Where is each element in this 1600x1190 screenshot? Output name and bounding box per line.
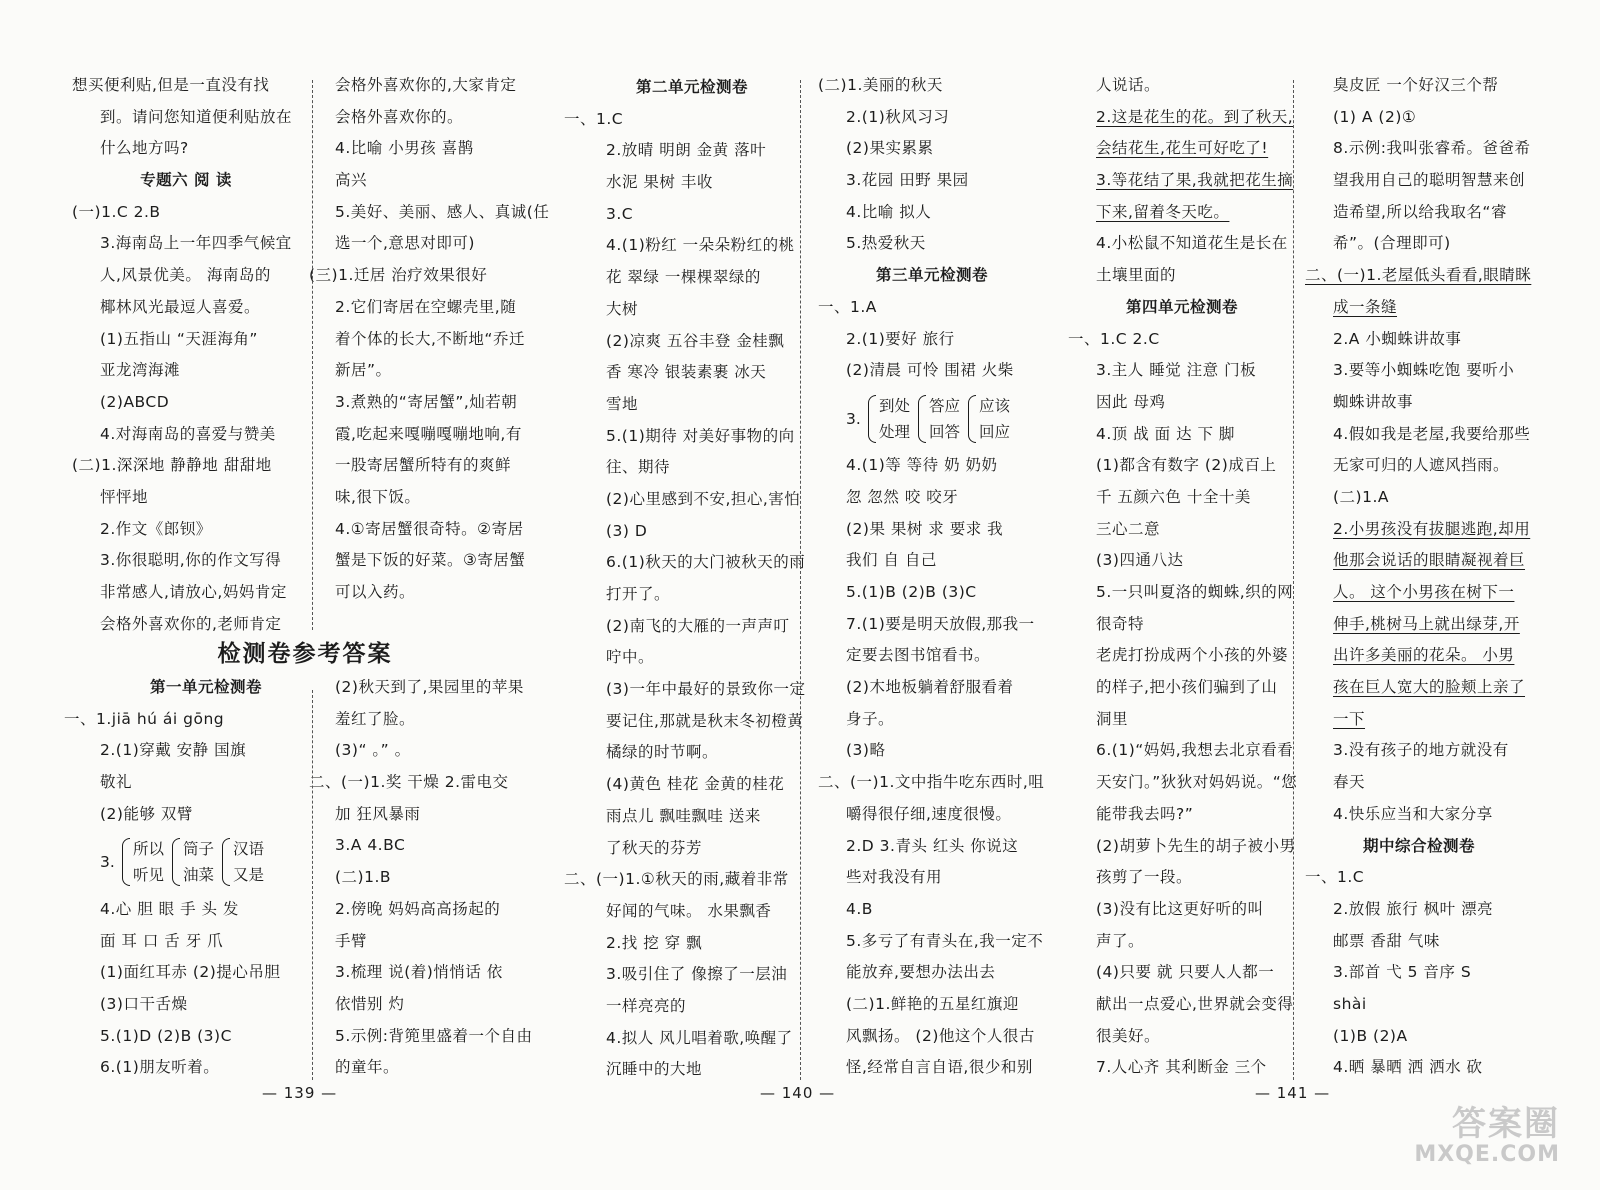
word: 应该 [979,396,1011,415]
text-line: (1)面红耳赤 (2)提心吊胆 [100,963,281,982]
text-line: 3.A 4.BC [335,836,406,855]
text-line: 新居”。 [335,361,392,380]
text-line: 沉睡中的大地 [606,1060,703,1079]
section-heading: 第三单元检测卷 [875,266,988,285]
text-line: 4.拟人 风儿唱着歌,唤醒了 [606,1028,793,1047]
text-line: 雪地 [606,394,639,413]
text-line: 2.A 小蜘蛛讲故事 [1333,329,1462,348]
text-line: 味,很下饭。 [335,487,421,506]
text-line: 3.吸引住了 像擦了一层油 [606,965,788,984]
text-line: (1)都含有数字 (2)成百上 [1096,456,1277,475]
answers-title: 检测卷参考答案 [217,641,393,667]
text-line: 会格外喜欢你的。 [335,107,464,126]
column-divider [800,80,801,1080]
text-line: 2.傍晚 妈妈高高扬起的 [335,899,501,918]
text-line: 嚼得很仔细,速度很慢。 [846,804,1012,823]
brace-mark [868,395,876,443]
text-line: 臭皮匠 一个好汉三个帮 [1333,76,1499,94]
text-line: (3)口干舌燥 [100,994,188,1013]
text-line: 5.示例:背篼里盛着一个自由 [335,1026,533,1045]
item-number: 3. [100,853,115,872]
word: 又是 [233,866,265,885]
text-line: 2.放晴 明朗 金黄 落叶 [606,141,767,160]
text-line: (2)凉爽 五谷丰登 金桂飘 [606,331,785,350]
underlined-line: 3.等花结了果,我就把花生摘 [1096,171,1294,190]
underlined-line: 人。 这个小男孩在树下一 [1333,583,1515,601]
text-line: 5.(1)期待 对美好事物的向 [606,426,795,445]
word: 筒子 [183,840,215,859]
text-line: 水泥 果树 丰收 [606,173,713,192]
text-line: (2)南飞的大雁的一声声叮 [606,616,790,635]
text-line: (三)1.迁居 治疗效果很好 [309,266,488,285]
text-line: 花 翠绿 一棵棵翠绿的 [606,268,761,287]
text-line: 4.B [846,899,873,918]
text-line: (二)1.A [1333,487,1389,506]
text-line: 我们 自 自己 [846,551,937,570]
text-line: 5.热爱秋天 [846,234,926,253]
text-line: 怦怦地 [100,487,149,506]
text-line: (2)胡萝卜先生的胡子被小男 [1096,836,1296,855]
text-line: 一、1.C [1305,868,1365,887]
column-divider [312,690,313,1080]
text-line: 会格外喜欢你的,大家肯定 [335,76,517,94]
brace-words [233,836,264,888]
text-line: 能放弃,要想办法出去 [846,963,996,982]
text-line: (4)黄色 桂花 金黄的桂花 [606,775,785,794]
text-line: 3.没有孩子的地方就没有 [1333,741,1509,760]
text-line: (2)能够 双臂 [100,804,193,823]
text-line: 2.找 挖 穿 飘 [606,933,703,952]
text-line: 大树 [606,299,639,318]
text-line: 往、期待 [606,458,671,477]
text-line: 3.部首 弋 5 音序 S [1333,963,1472,982]
text-line: 一、1.C 2.C [1068,329,1160,348]
text-line: (2)秋天到了,果园里的苹果 [335,678,524,696]
text-line: 很美好。 [1096,1026,1161,1045]
brace-mark [172,838,180,886]
text-line: 人,风景优美。 海南岛的 [100,266,271,285]
word: 所以 [133,840,165,859]
text-line: 3.C [606,204,634,223]
text-line: 一、1.A [818,297,877,316]
text-line: 一样亮亮的 [606,996,687,1015]
text-line: 选一个,意思对即可) [335,234,475,253]
text-line: 加 狂风暴雨 [335,804,421,823]
text-line: 雨点儿 飘哇飘哇 送来 [606,806,761,825]
text-line: 3.你很聪明,你的作文写得 [100,551,282,570]
text-line: 春天 [1333,773,1366,792]
text-line: 5.多亏了有青头在,我一定不 [846,931,1044,950]
column-divider [312,80,313,630]
text-line: 2.作文《郎钡》 [100,519,212,538]
text-line: (1) A (2)① [1333,107,1417,126]
text-line: 一、1.jiā hú ái gōng [64,709,225,728]
text-line: 一、1.C [564,109,624,128]
underlined-line: 出许多美丽的花朵。 小男 [1333,646,1515,665]
underlined-line: 成一条缝 [1333,297,1398,316]
text-line: 4.比喻 小男孩 喜鹊 [335,139,474,158]
text-line: 邮票 香甜 气味 [1333,931,1440,950]
text-line: 打开了。 [606,585,671,603]
text-line: 的童年。 [335,1058,400,1077]
column-divider [1293,80,1294,1080]
section-heading: 专题六 阅 读 [140,171,232,190]
text-line: (3)略 [846,741,886,760]
text-line: (二)1.B [335,868,392,887]
column-1-bottom [64,672,300,1084]
text-line: 好闻的气味。 水果飘香 [606,901,772,920]
word: 油菜 [183,866,215,885]
brace-words [979,393,1010,445]
brace-words [183,836,214,888]
column-2 [309,70,563,609]
text-line: (一)1.C 2.B [72,202,161,221]
text-line: 声了。 [1096,931,1145,950]
text-line: 因此 母鸡 [1096,392,1166,411]
text-line: 孩剪了一段。 [1096,868,1193,887]
text-line: (3)一年中最好的景致你一定 [606,680,806,699]
text-line: 了秋天的芬芳 [606,838,703,857]
text-line: 亚龙湾海滩 [100,361,181,380]
text-line: 希”。(合理即可) [1333,234,1451,253]
text-line: 4.快乐应当和大家分享 [1333,804,1493,823]
text-line: (1)B (2)A [1333,1026,1408,1045]
text-line: 4.心 胆 眼 手 头 发 [100,899,239,918]
underlined-line: 2.这是花生的花。到了秋天, [1096,107,1294,126]
text-line: 3.花园 田野 果园 [846,171,969,190]
text-line: 2.(1)穿戴 安静 国旗 [100,741,247,760]
brace-words [133,836,164,888]
text-line: 老虎打扮成两个小孩的外婆 [1096,646,1289,665]
text-line: 香 寒冷 银装素裹 冰天 [606,363,767,382]
text-line: 8.示例:我叫张睿希。爸爸希 [1333,139,1531,158]
section-heading: 期中综合检测卷 [1362,836,1475,855]
word: 处理 [879,422,911,441]
text-line: 二、(一)1.文中指牛吃东西时,咀 [818,773,1045,792]
text-line: 可以入药。 [335,583,416,601]
text-line: 献出一点爱心,世界就会变得 [1096,994,1294,1013]
text-line: 4.比喻 拟人 [846,202,932,221]
text-line: 天安门。”狄狄对妈妈说。“您 [1096,773,1298,792]
text-line: 3.海南岛上一年四季气候宜 [100,234,292,253]
text-line: (3)“ 。” 。 [335,741,411,760]
text-line: 3.主人 睡觉 注意 门板 [1096,361,1257,380]
column-2-bottom [309,672,563,1084]
underlined-line: 下来,留着冬天吃。 [1096,202,1230,221]
text-line: 4.对海南岛的喜爱与赞美 [100,424,276,443]
text-line: 3.煮熟的“寄居蟹”,灿若朝 [335,392,518,411]
text-line: 羞红了脸。 [335,709,416,728]
text-line: 3.梳理 说(着)悄悄话 依 [335,963,503,982]
text-line: 5.(1)D (2)B (3)C [100,1026,232,1045]
text-line: (二)1.深深地 静静地 甜甜地 [72,456,272,475]
text-line: (3)四通八达 [1096,551,1184,570]
text-line: 2.(1)秋风习习 [846,107,950,126]
column-1 [72,70,300,640]
text-line: (2)木地板躺着舒服看着 [846,678,1014,697]
text-line: shài [1333,994,1367,1013]
column-6 [1305,70,1533,1084]
text-line: 风飘扬。 (2)他这个人很古 [846,1026,1035,1045]
column-5 [1068,70,1296,1084]
column-3 [564,72,806,1086]
text-line: (4)只要 就 只要人人都一 [1096,963,1275,982]
text-line: 怪,经常自言自语,很少和别 [846,1058,1033,1077]
word: 答应 [929,396,961,415]
text-line: 霞,吃起来嘎嘣嘎嘣地响,有 [335,424,522,443]
text-line: 造希望,所以给我取名“睿 [1333,202,1507,221]
text-line: 会格外喜欢你的,老师肯定 [100,614,282,633]
text-line: 一股寄居蟹所特有的爽鲜 [335,456,512,475]
text-line: 4.①寄居蟹很奇特。②寄居 [335,519,524,538]
text-line: 身子。 [846,709,895,728]
text-line: (二)1.美丽的秋天 [818,76,943,94]
text-line: 4.晒 暴晒 洒 洒水 砍 [1333,1058,1483,1077]
text-line: 能带我去吗?” [1096,804,1194,823]
text-line: (2)果实累累 [846,139,934,158]
section-heading: 第二单元检测卷 [635,78,748,96]
word-brace-group [818,387,1046,450]
underlined-line: 二、(一)1.老屋低头看看,眼睛眯 [1305,266,1532,285]
text-line: 5.美好、美丽、感人、真诚(任 [335,202,550,221]
text-line: 人说话。 [1096,76,1161,94]
text-line: 咛中。 [606,648,655,667]
text-line: 6.(1)“妈妈,我想去北京看看 [1096,741,1294,760]
text-line: 面 耳 口 舌 牙 爪 [100,931,224,950]
text-line: 蜘蛛讲故事 [1333,392,1414,411]
text-line: 千 五颜六色 十全十美 [1096,487,1251,506]
underlined-line: 他那会说话的眼睛凝视着巨 [1333,551,1526,570]
text-line: 2.D 3.青头 红头 你说这 [846,836,1019,855]
text-line: 到。请问您知道便利贴放在 [100,107,293,126]
text-line: 4.小松鼠不知道花生是长在 [1096,234,1288,253]
text-line: 手臂 [335,931,368,950]
brace-words [879,393,910,445]
text-line: 些对我没有用 [846,868,943,887]
word: 回应 [979,422,1011,441]
text-line: 着个体的长大,不断地“乔迁 [335,329,525,348]
text-line: 4.(1)等 等待 奶 奶奶 [846,456,998,475]
page-number: — 141 — [1255,1084,1331,1102]
text-line: 敬礼 [100,773,133,792]
underlined-line: 2.小男孩没有拔腿逃跑,却用 [1333,519,1531,538]
text-line: 7.(1)要是明天放假,那我一 [846,614,1035,633]
section-heading: 第一单元检测卷 [149,678,262,696]
brace-words [929,393,960,445]
text-line: 忽 忽然 咬 咬牙 [846,487,959,506]
text-line: (二)1.鲜艳的五星红旗迎 [846,994,1019,1013]
text-line: 高兴 [335,171,368,190]
word: 到处 [879,396,911,415]
brace-mark [222,838,230,886]
text-line: 7.人心齐 其利断金 三个 [1096,1058,1267,1077]
text-line: 三心二意 [1096,519,1161,538]
brace-mark [968,395,976,443]
page-number: — 140 — [760,1084,836,1102]
text-line: 二、(一)1.①秋天的雨,藏着非常 [564,870,789,889]
underlined-line: 一下 [1333,709,1366,728]
text-line: 想买便利贴,但是一直没有找 [72,76,270,94]
item-number: 3. [846,409,861,428]
text-line: 5.(1)B (2)B (3)C [846,583,977,602]
text-line: (1)五指山 “天涯海角” [100,329,258,348]
text-line: 6.(1)朋友听着。 [100,1058,220,1077]
watermark-url: MXQE.COM [1414,1142,1560,1167]
text-line: 无家可归的人遮风挡雨。 [1333,456,1510,475]
text-line: 4.顶 战 面 达 下 脚 [1096,424,1235,443]
text-line: 依惜别 灼 [335,994,405,1013]
watermark-logo-text: 答案圈 [1452,1104,1560,1144]
underlined-line: 孩在巨人宽大的脸颊上亲了 [1333,678,1526,697]
text-line: 椰林风光最逗人喜爱。 [100,297,261,316]
word-brace-group [72,830,300,893]
text-line: 4.(1)粉红 一朵朵粉红的桃 [606,236,795,255]
text-line: 要记住,那就是秋末冬初橙黄 [606,711,804,730]
text-line: 二、(一)1.奖 干燥 2.雷电交 [309,773,509,792]
text-line: 3.要等小蜘蛛吃饱 要听小 [1333,361,1515,380]
text-line: 蟹是下饭的好菜。③寄居蟹 [335,551,526,570]
page-number: — 139 — [262,1084,338,1102]
text-line: 6.(1)秋天的大门被秋天的雨 [606,553,806,572]
text-line: (2)ABCD [100,392,170,411]
text-line: 5.一只叫夏洛的蜘蛛,织的网 [1096,583,1294,601]
column-4 [818,70,1046,1084]
text-line: 2.它们寄居在空螺壳里,随 [335,297,517,316]
underlined-line: 会结花生,花生可好吃了! [1096,139,1269,158]
text-line: 土壤里面的 [1096,266,1177,285]
brace-mark [918,395,926,443]
text-line: 2.放假 旅行 枫叶 漂亮 [1333,899,1494,918]
underlined-line: 伸手,桃树马上就出绿芽,开 [1333,614,1520,633]
text-line: 4.假如我是老屋,我要给那些 [1333,424,1531,443]
text-line: (2)清晨 可怜 围裙 火柴 [846,361,1014,380]
text-line: 的样子,把小孩们骗到了山 [1096,678,1278,697]
watermark-logo [1360,1106,1560,1172]
word: 汉语 [233,840,265,859]
text-line: 橘绿的时节啊。 [606,743,719,762]
word: 听见 [133,866,165,885]
section-heading: 第四单元检测卷 [1125,297,1238,316]
text-line: 望我用自己的聪明智慧来创 [1333,171,1526,190]
text-line: 什么地方吗? [100,139,189,158]
text-line: (2)心里感到不安,担心,害怕 [606,489,801,508]
word: 回答 [929,422,961,441]
text-line: (3)没有比这更好听的叫 [1096,899,1264,918]
brace-mark [122,838,130,886]
text-line: 定要去图书馆看书。 [846,646,991,665]
text-line: (3) D [606,521,648,540]
text-line: 很奇特 [1096,614,1145,633]
text-line: 2.(1)要好 旅行 [846,329,955,348]
text-line: (2)果 果树 求 要求 我 [846,519,1004,538]
text-line: 非常感人,请放心,妈妈肯定 [100,583,287,601]
text-line: 洞里 [1096,709,1129,728]
